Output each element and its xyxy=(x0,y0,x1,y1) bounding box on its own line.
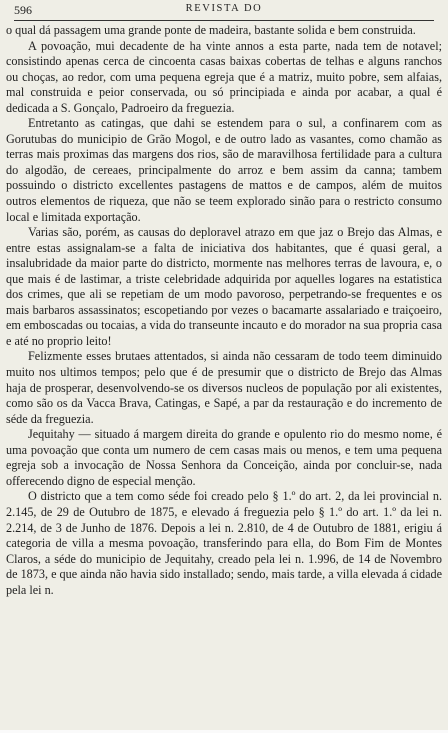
page-header xyxy=(8,0,440,22)
paragraph: Jequitahy — situado á margem direita do grande e opulento rio do mesmo nome, é uma povoação que conta um numero de cem casas mais ou menos, e tem uma pequena egreja sob a invocação de Nossa Senhora da Conceição, ainda por concluir-se, nada offerecendo digno de especial menção. xyxy=(6,427,442,488)
paragraph: o qual dá passagem uma grande ponte de madeira, bastante solida e bem construida. xyxy=(6,23,416,37)
paragraph: Felizmente esses brutaes attentados, si ainda não cessaram de todo teem diminuido muito nos ultimos tempos; pelo que é de presumir que o districto de Brejo das Almas haja de prosperar, desenvolvendo-se os diversos nucleos de população por ali existentes, como são os da Vacca Brava, Catingas, e Sapé, a par da restauração e do incremento de séde da freguezia. xyxy=(6,349,442,426)
paragraph: A povoação, mui decadente de ha vinte annos a esta parte, nada tem de notavel; consistindo apenas cerca de cincoenta casas baixas cobertas de telhas e alguns ranchos ou choças, ao redor, com uma pequena egreja que é a matriz, muito pobre, sem alfaias, mal construida e peior conservada, ou só principiada e ainda por acabar, a qual é dedicada a S. Gonçalo, Padroeiro da freguezia. xyxy=(6,38,442,115)
running-head: REVISTA DO xyxy=(185,3,263,14)
body-text xyxy=(6,23,442,598)
paragraph: Varias são, porém, as causas do deploravel atrazo em que jaz o Brejo das Almas, e entre estas assignalam-se a falta de iniciativa dos habitantes, que é quasi geral, a insalubridade da maior parte do districto, mormente nas melhores terras de lavoura, e, o que mais é de lastimar, a triste celebridade adquirida por aquelles logares na estatistica dos crimes, que ali se repetiam de um modo pavoroso, perpetrando-se frequentes e os mais barbaros assassinatos; escopetiando por vezes o bacamarte assalariado e traiçoeiro, em emboscadas ou tocaias, a vida do transeunte incauto e do morador na sua propria casa e até no proprio leito! xyxy=(6,225,442,348)
paragraph: Entretanto as catingas, que dahi se estendem para o sul, a confinarem com as Gorutubas do municipio de Grão Mogol, e de outro lado as vasantes, como chamão as terras mais proximas das margens dos rios, são de maravilhosa fertilidade para a cultura do algodão, de cereaes, principalmente do arroz e bem assim da canna; tambem possuindo o districto excellentes pastagens de mattos e de campos, além de muitos outros elementos de riqueza, que não se teem explorado sinão para o restricto consumo local e limitada exportação. xyxy=(6,116,442,224)
header-rule xyxy=(14,20,434,21)
page-number: 596 xyxy=(14,3,32,17)
paragraph: O districto que a tem como séde foi creado pelo § 1.º do art. 2, da lei provincial n. 2.145, de 29 de Outubro de 1875, e elevado á freguezia pelo § 1.º do art. 1.º da lei n. 2.214, de 3 de Junho de 1876. Depois a lei n. 2.810, de 4 de Outubro de 1881, erigiu á categoria de villa a mesma povoação, transferindo para ella, do Bom Fim de Montes Claros, a séde do municipio de Jequitahy, creado pela lei n. 1.996, de 14 de Novembro de 1873, e que ainda não havia sido installado; sendo, mais tarde, a villa elevada á cidade pela lei n. xyxy=(6,489,442,597)
